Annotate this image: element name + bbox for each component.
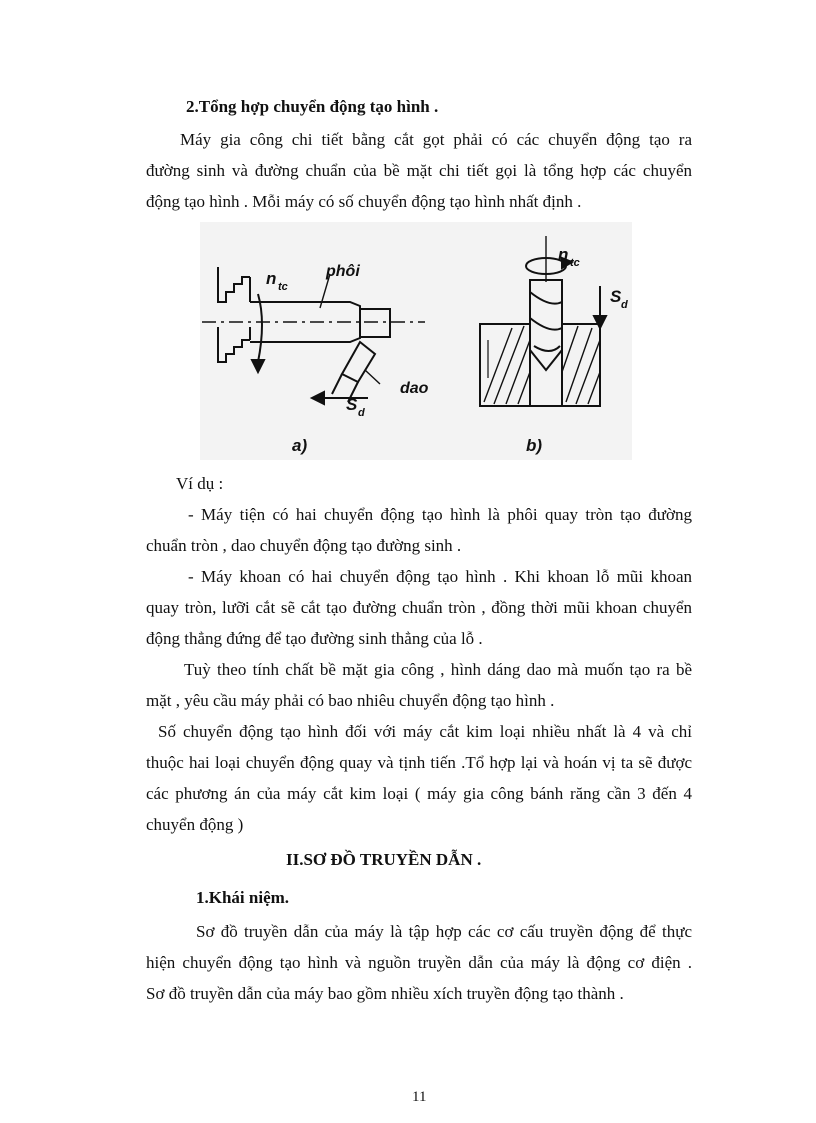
paragraph-line: hiện chuyển động tạo hình và nguồn truyền dẫn của máy là động cơ điện .	[146, 953, 692, 972]
label-n-b: n	[558, 245, 569, 264]
paragraph-line: Sơ đồ truyền dẫn của máy là tập hợp các cơ cấu truyền động để thực	[196, 922, 692, 941]
paragraph-line: các phương án của máy cắt kim loại ( máy gia công bánh răng cần 3 đến 4	[146, 784, 692, 803]
label-n-a-sub: tc	[278, 281, 288, 293]
example-item-line: chuẩn tròn , dao chuyển động tạo đường sinh .	[146, 536, 462, 555]
paragraph-line: Sơ đồ truyền dẫn của máy bao gồm nhiều xích truyền động tạo thành .	[146, 984, 624, 1003]
paragraph-line: Tuỳ theo tính chất bề mặt gia công , hình dáng dao mà muốn tạo ra bề	[184, 660, 692, 679]
sub-heading: 1.Khái niệm.	[196, 888, 290, 907]
label-s-b: S	[610, 287, 622, 306]
example-item-line: - Máy tiện có hai chuyển động tạo hình là phôi quay tròn tạo đường	[188, 505, 692, 524]
section-heading: 2.Tổng hợp chuyển động tạo hình .	[186, 97, 439, 116]
example-item-line: quay tròn, lưỡi cắt sẽ cắt tạo đường chuẩn tròn , đồng thời mũi khoan chuyển	[146, 598, 692, 617]
caption-b: b)	[526, 436, 543, 455]
paragraph-line: chuyển động )	[146, 815, 244, 834]
paragraph-line: động tạo hình . Mỗi máy có số chuyển động tạo hình nhất định .	[146, 192, 582, 211]
label-phoi: phôi	[326, 263, 360, 280]
caption-a: a)	[292, 436, 308, 455]
label-dao: dao	[400, 380, 429, 397]
label-s-b-sub: d	[621, 299, 628, 311]
label-n-a: n	[266, 269, 277, 288]
chapter-title: II.SƠ ĐỒ TRUYỀN DẪN .	[286, 850, 482, 869]
label-n-b-sub: tc	[570, 257, 580, 269]
paragraph-line: Máy gia công chi tiết bằng cắt gọt phải có các chuyển động tạo ra	[180, 130, 692, 149]
paragraph-line: mặt , yêu cầu máy phải có bao nhiêu chuyển động tạo hình .	[146, 691, 555, 710]
paragraph-line: thuộc hai loại chuyển động quay và tịnh tiến .Tổ hợp lại và hoán vị ta sẽ được	[146, 753, 692, 772]
example-item-line: động thẳng đứng để tạo đường sinh thẳng của lỗ .	[146, 629, 483, 648]
paragraph-line: đường sinh và đường chuẩn của bề mặt chi tiết gọi là tổng hợp các chuyển	[146, 161, 692, 180]
label-s-a: S	[346, 395, 358, 414]
paragraph-line: Số chuyển động tạo hình đối với máy cắt kim loại nhiều nhất là 4 và chỉ	[158, 722, 692, 741]
page-number: 11	[412, 1089, 427, 1105]
label-s-a-sub: d	[358, 407, 365, 419]
motion-figure	[200, 222, 632, 460]
example-item-line: - Máy khoan có hai chuyển động tạo hình . Khi khoan lỗ mũi khoan	[188, 567, 692, 586]
examples-intro: Ví dụ :	[176, 474, 224, 493]
